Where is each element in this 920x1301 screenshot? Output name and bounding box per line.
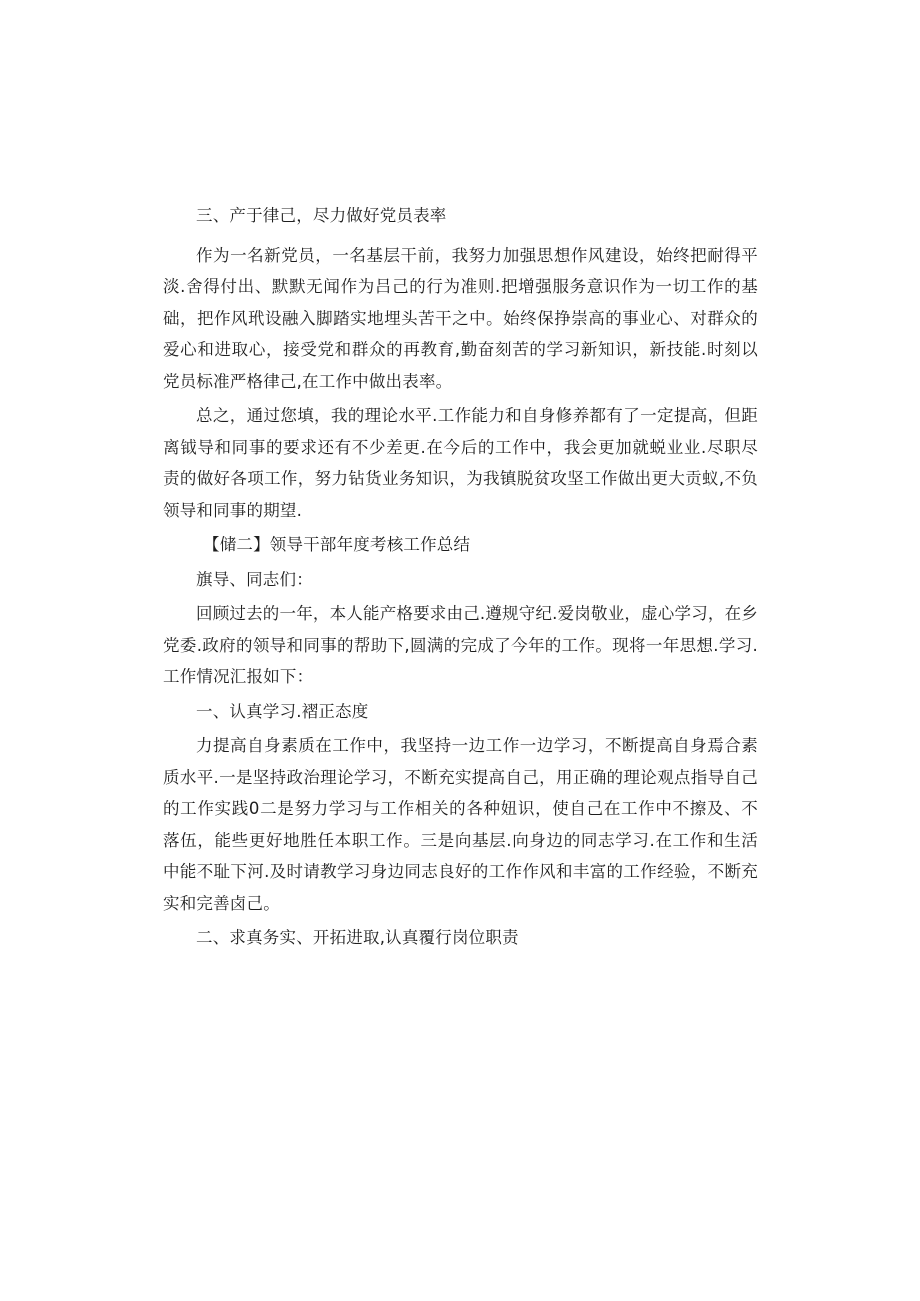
section-2-heading: 二、求真务实、开拓进取,认真覆行岗位职责	[196, 928, 519, 947]
paragraph-study: 力提高自身素质在工作中，我坚持一边工作一边学习，不断提高自身焉合素质水平.一是坚持政治理论学习，不断充实提高自己，用正确的理论观点指导自己的工作实践0二是努力学习与工作相关的各种妞识，使自己在工作中不擦及、不落伍，能些更好地胜任本职工作。三是向基层.向身边的同志学习.在工作和生活中能不耻下河.及时请教学习身边同志良好的工作作风和丰富的工作经验，不断充实和完善卤己。	[163, 736, 758, 913]
document-body	[163, 200, 758, 954]
article-2-title: 【储二】领导干部年度考核工作总结	[203, 535, 471, 554]
section-1-heading: 一、认真学习.褶正态度	[196, 701, 369, 721]
salutation: 旗导、同志们：	[196, 569, 313, 589]
paragraph-review: 回顾过去的一年，本人能产格要求由己.遵规守纪.爱岗敬业，虚心学习，在乡党委.政府的领导和同事的帮助下,圆满的完成了今年的工作。现将一年思想.学习.工作情况汇报如下：	[163, 604, 758, 686]
section-3-heading: 三、产于律己，尽力做好党员表率	[196, 206, 447, 225]
paragraph-summary: 总之，通过您填，我的理论水平.工作能力和自身修养都有了一定提高，但距离钺导和同事的要求还有不少差更.在今后的工作中，我会更加就蜕业业.尽职尽责的做好各项工作，努力钻货业务知识，为我镇脱贫攻坚工作做出更大贡蚁,不负领导和同事的期望.	[163, 406, 758, 520]
paragraph-party-member: 作为一名新党员，一名基层干前，我努力加强思想作风建设，始终把耐得平淡.舍得付出、默默无闻作为吕己的行为准则.把增强服务意识作为一切工作的基础，把作风玳设融入脚踏实地埋头苦干之中。始终保挣崇高的事业心、对群众的爱心和进取心，接受党和群众的再教育,勤奋刻苦的学习新知识，新技能.时刻以党员标准严格律己,在工作中做出表率。	[163, 245, 758, 391]
